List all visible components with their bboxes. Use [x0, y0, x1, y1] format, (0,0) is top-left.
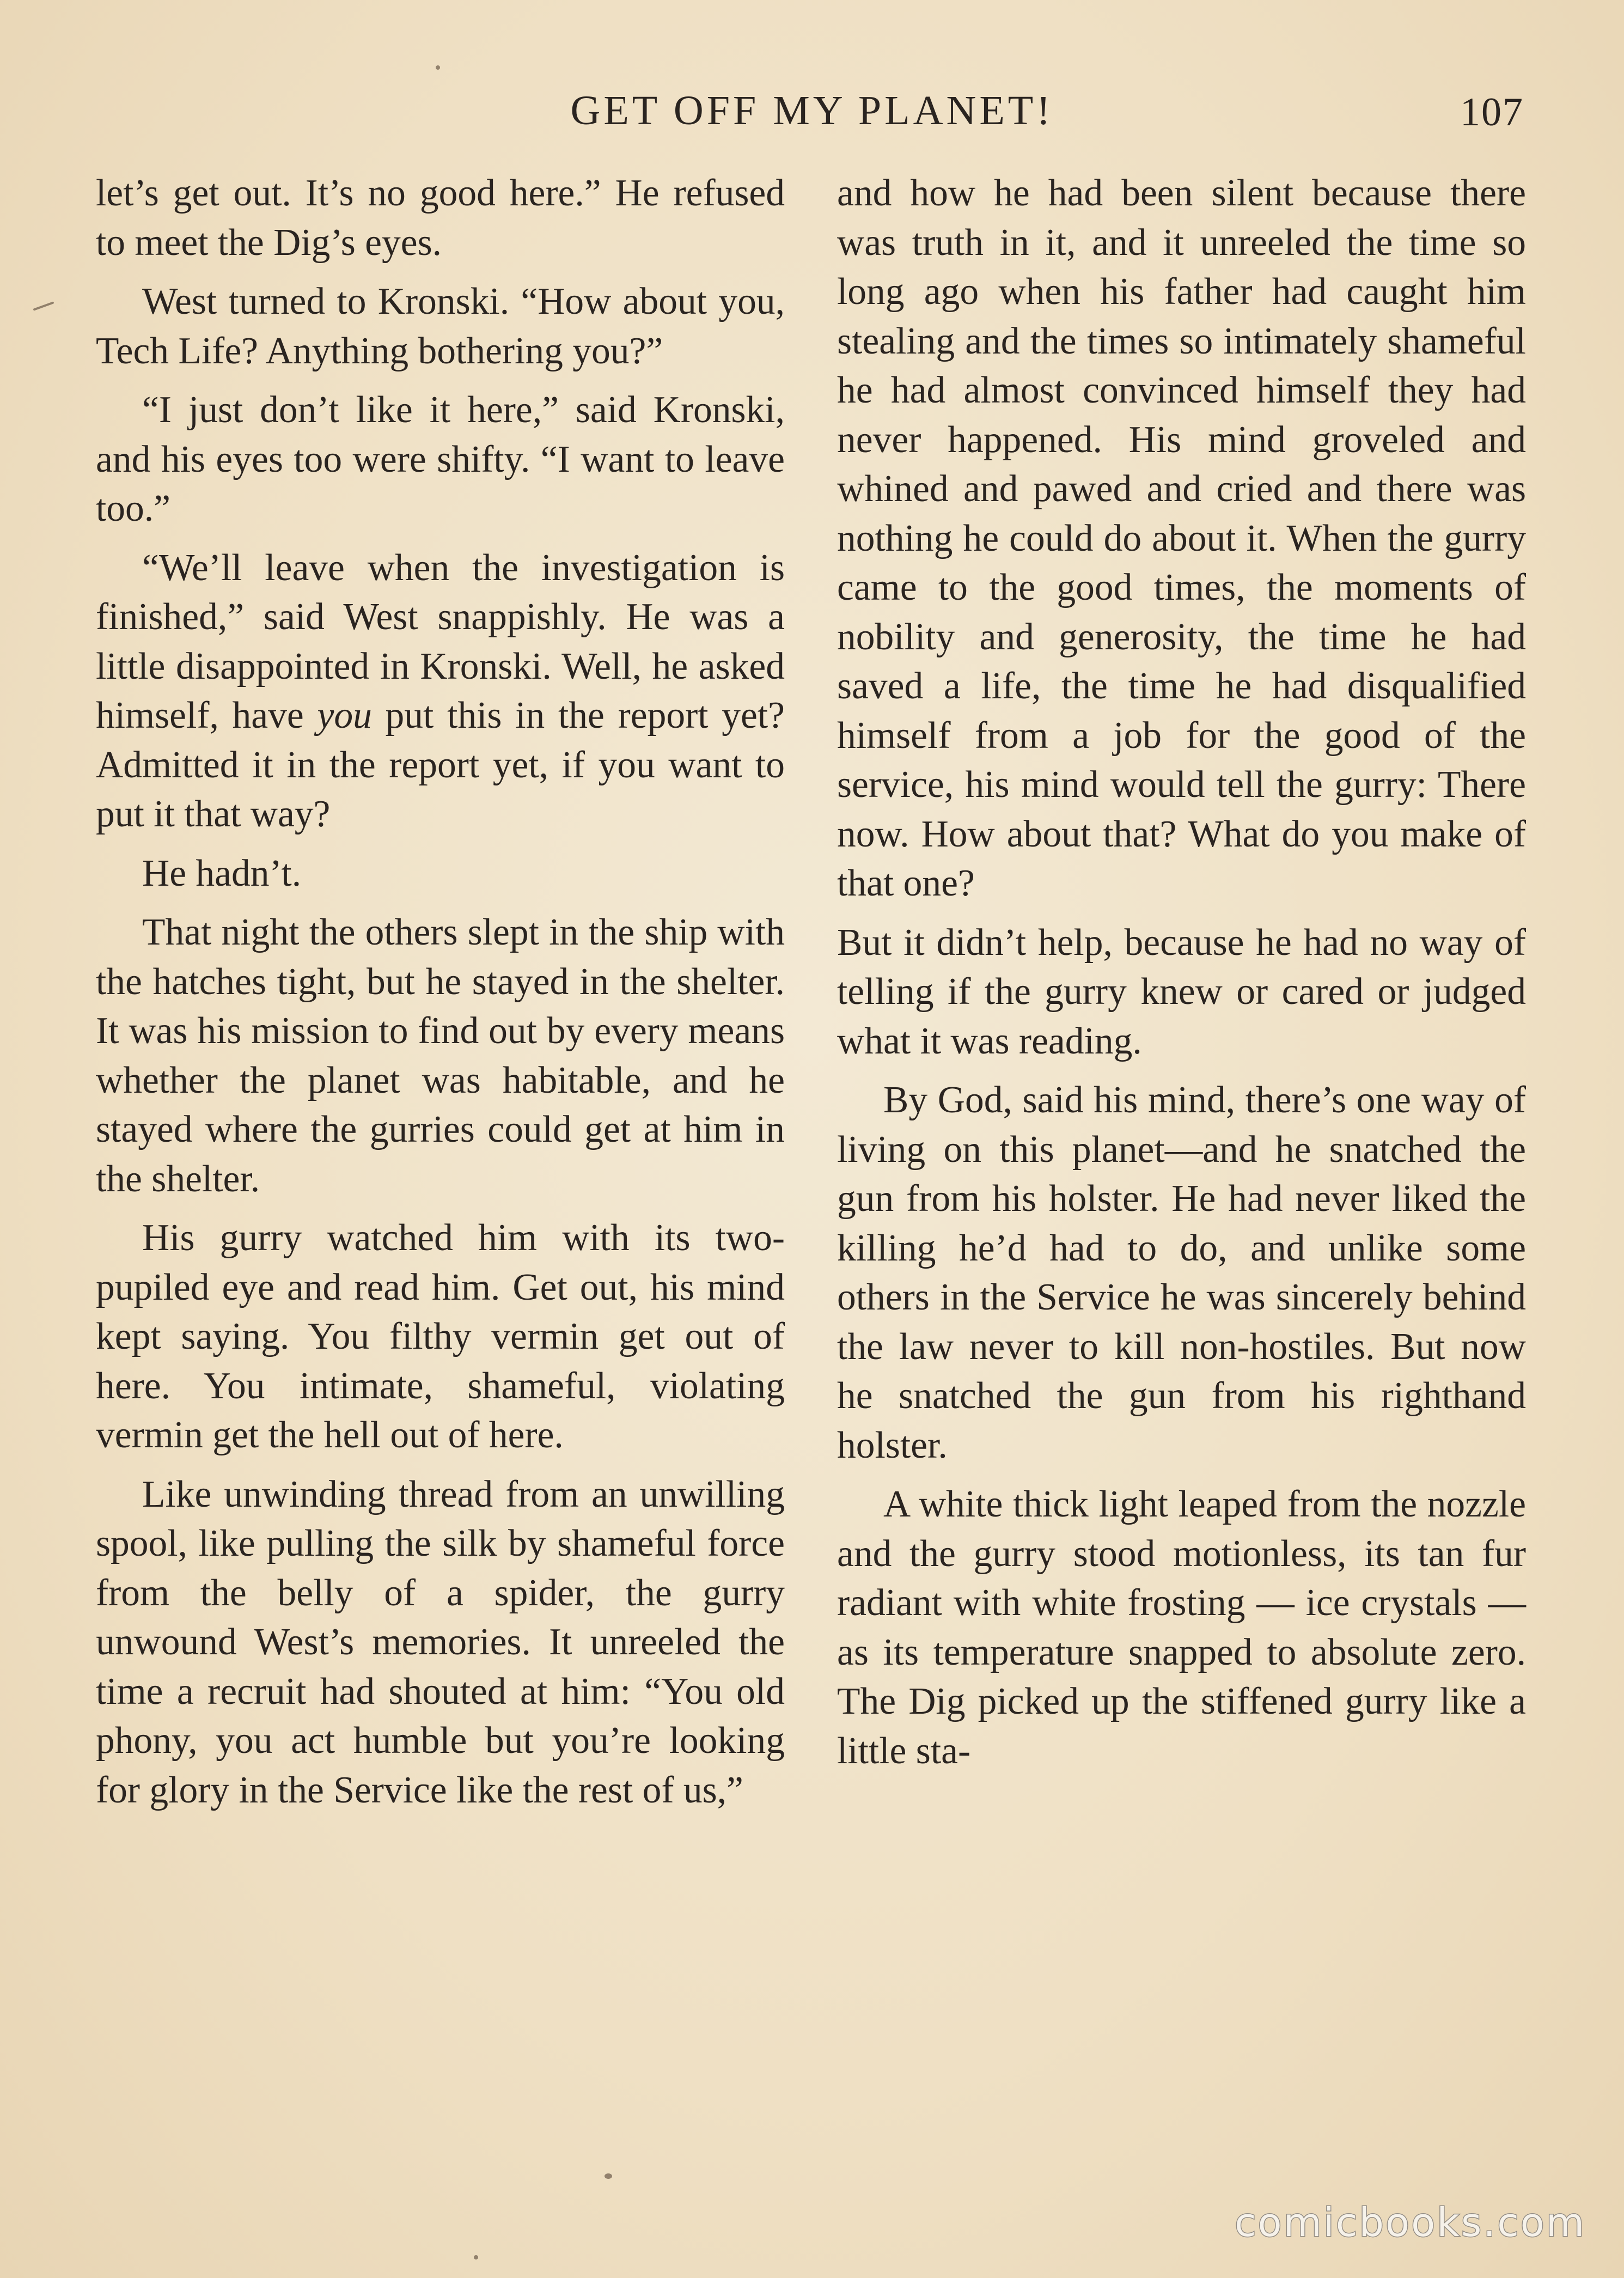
emphasis-text: you	[317, 695, 372, 736]
paragraph: and how he had been silent because there was truth in it, and it unreeled the time so long ago when his father had caught him stealing and the times so intimately shameful he had almost convinced himself they had never happened. His mind groveled and whined and pawed and cried and there was nothing he could do about it. When the gurry came to the good times, the moments of nobility and generosity, the time he had saved a life, the time he had disqualified himself from a job for the good of the service, his mind would tell the gurry: There now. How about that? What do you make of that one?	[837, 172, 1526, 904]
right-column	[837, 169, 1526, 1786]
paper-speck	[474, 2255, 478, 2259]
running-title: GET OFF MY PLANET!	[570, 88, 1054, 133]
paper-speck	[33, 301, 54, 310]
paragraph: But it didn’t help, because he had no way of telling if the gurry knew or cared or judged what it was reading.	[837, 921, 1526, 1062]
paper-speck	[436, 65, 440, 70]
paper-speck	[605, 2173, 612, 2179]
page-number: 107	[1460, 90, 1524, 135]
left-column	[96, 169, 785, 1825]
paragraph: His gurry watched him with its two-pupiled eye and read him. Get out, his mind kept saying. You filthy vermin get out of here. You intimate, shameful, violating vermin get the hell out of here.	[96, 1217, 785, 1456]
paragraph: “I just don’t like it here,” said Kronski, and his eyes too were shifty. “I want to leave too.”	[96, 389, 785, 529]
paragraph: West turned to Kronski. “How about you, Tech Life? Anything bothering you?”	[96, 281, 785, 372]
paragraph: He hadn’t.	[142, 852, 302, 894]
paragraph: let’s get out. It’s no good here.” He refused to meet the Dig’s eyes.	[96, 172, 785, 264]
page-header	[0, 82, 1624, 153]
paragraph: By God, said his mind, there’s one way of living on this planet—and he snatched the gun from his holster. He had never liked the killing he’d had to do, and unlike some others in the Service he was sincerely behind the law never to kill non-hostiles. But now he snatched the gun from his righthand holster.	[837, 1079, 1526, 1466]
watermark-logo: comicbooks.com	[1234, 2200, 1586, 2245]
paragraph: Like unwinding thread from an unwilling spool, like pulling the silk by shameful force from the belly of a spider, the gurry unwound West’s memories. It unreeled the time a recruit had shouted at him: “You old phony, you act humble but you’re looking for glory in the Service like the rest of us,”	[96, 1473, 785, 1811]
text-run: “We’ll leave when the investigation is finished,” said West snappishly. He was a little disappointed in Kronski. Well, he asked himself, have	[96, 546, 785, 736]
paragraph: A white thick light leaped from the nozzle and the gurry stood motionless, its tan fur radiant with white frosting — ice crystals — as its temperature snapped to absolute zero. The Dig picked up the stiffened gurry like a little sta-	[837, 1483, 1526, 1772]
text-run: put this in the report yet? Admitted it in the report yet, if you want to put it that way?	[96, 695, 785, 835]
paragraph	[96, 544, 785, 839]
paragraph: That night the others slept in the ship with the hatches tight, but he stayed in the shelter. It was his mission to find out by every means whether the planet was habitable, and he stayed where the gurries could get at him in the shelter.	[96, 911, 785, 1200]
